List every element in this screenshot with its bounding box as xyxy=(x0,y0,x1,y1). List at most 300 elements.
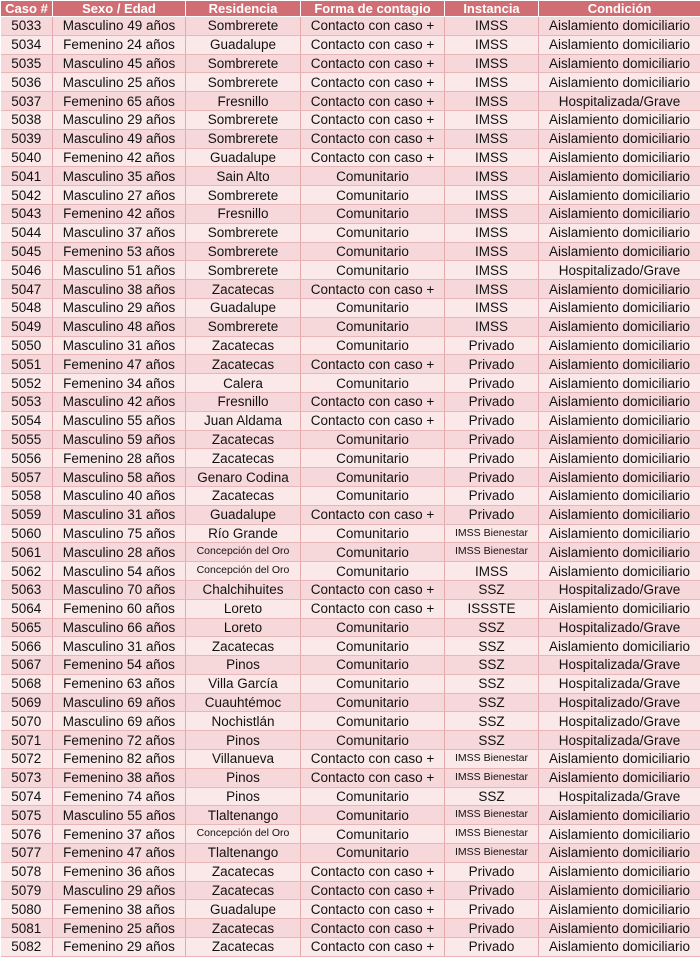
cell-caso: 5053 xyxy=(1,392,53,411)
cell-sexo-edad: Femenino 63 años xyxy=(53,674,186,693)
cell-sexo-edad: Femenino 38 años xyxy=(53,900,186,919)
cell-residencia: Zacatecas xyxy=(186,881,301,900)
cell-condicion: Aislamiento domiciliario xyxy=(539,543,700,562)
cell-sexo-edad: Masculino 29 años xyxy=(53,298,186,317)
cell-sexo-edad: Masculino 49 años xyxy=(53,17,186,36)
table-row xyxy=(1,430,700,449)
table-row xyxy=(1,524,700,543)
cell-residencia: Zacatecas xyxy=(186,486,301,505)
cell-residencia: Sombrerete xyxy=(186,317,301,336)
cell-forma-contagio: Contacto con caso + xyxy=(301,750,445,769)
cell-instancia: Privado xyxy=(445,938,539,957)
cell-forma-contagio: Comunitario xyxy=(301,844,445,863)
cell-condicion: Hospitalizada/Grave xyxy=(539,787,700,806)
cell-instancia: IMSS Bienestar xyxy=(445,844,539,863)
cell-forma-contagio: Contacto con caso + xyxy=(301,148,445,167)
cell-residencia: Zacatecas xyxy=(186,449,301,468)
cell-residencia: Cuauhtémoc xyxy=(186,693,301,712)
cell-sexo-edad: Femenino 47 años xyxy=(53,355,186,374)
cell-forma-contagio: Contacto con caso + xyxy=(301,392,445,411)
table-row xyxy=(1,411,700,430)
table-row xyxy=(1,261,700,280)
cell-condicion: Aislamiento domiciliario xyxy=(539,862,700,881)
cell-instancia: IMSS Bienestar xyxy=(445,543,539,562)
cell-forma-contagio: Comunitario xyxy=(301,242,445,261)
table-row xyxy=(1,787,700,806)
cell-sexo-edad: Femenino 47 años xyxy=(53,844,186,863)
cell-residencia: Juan Aldama xyxy=(186,411,301,430)
cell-residencia: Zacatecas xyxy=(186,280,301,299)
cell-condicion: Hospitalizado/Grave xyxy=(539,261,700,280)
cell-forma-contagio: Comunitario xyxy=(301,204,445,223)
cell-caso: 5071 xyxy=(1,731,53,750)
cell-residencia: Pinos xyxy=(186,731,301,750)
cell-instancia: IMSS xyxy=(445,148,539,167)
cell-forma-contagio: Comunitario xyxy=(301,712,445,731)
cell-condicion: Hospitalizado/Grave xyxy=(539,580,700,599)
cell-caso: 5074 xyxy=(1,787,53,806)
cell-caso: 5038 xyxy=(1,110,53,129)
cell-instancia: IMSS Bienestar xyxy=(445,825,539,844)
cell-instancia: SSZ xyxy=(445,731,539,750)
cell-sexo-edad: Femenino 74 años xyxy=(53,787,186,806)
table-row xyxy=(1,148,700,167)
cell-forma-contagio: Comunitario xyxy=(301,543,445,562)
cell-instancia: IMSS xyxy=(445,129,539,148)
cell-caso: 5044 xyxy=(1,223,53,242)
cell-instancia: Privado xyxy=(445,355,539,374)
cell-sexo-edad: Femenino 37 años xyxy=(53,825,186,844)
cell-sexo-edad: Masculino 28 años xyxy=(53,543,186,562)
cell-sexo-edad: Femenino 65 años xyxy=(53,92,186,111)
cell-sexo-edad: Masculino 55 años xyxy=(53,411,186,430)
cell-forma-contagio: Comunitario xyxy=(301,186,445,205)
cell-sexo-edad: Masculino 70 años xyxy=(53,580,186,599)
cell-sexo-edad: Masculino 31 años xyxy=(53,637,186,656)
cell-instancia: SSZ xyxy=(445,674,539,693)
cell-instancia: SSZ xyxy=(445,693,539,712)
cell-condicion: Aislamiento domiciliario xyxy=(539,524,700,543)
table-row xyxy=(1,656,700,675)
table-row xyxy=(1,750,700,769)
cell-residencia: Zacatecas xyxy=(186,637,301,656)
cell-condicion: Aislamiento domiciliario xyxy=(539,374,700,393)
cell-condicion: Aislamiento domiciliario xyxy=(539,148,700,167)
cell-condicion: Aislamiento domiciliario xyxy=(539,336,700,355)
cell-instancia: SSZ xyxy=(445,787,539,806)
table-row xyxy=(1,449,700,468)
cell-condicion: Aislamiento domiciliario xyxy=(539,486,700,505)
cell-forma-contagio: Contacto con caso + xyxy=(301,580,445,599)
cell-caso: 5058 xyxy=(1,486,53,505)
table-row xyxy=(1,336,700,355)
cell-residencia: Guadalupe xyxy=(186,505,301,524)
table-row xyxy=(1,919,700,938)
table-row xyxy=(1,73,700,92)
cell-residencia: Villanueva xyxy=(186,750,301,769)
cell-sexo-edad: Masculino 31 años xyxy=(53,505,186,524)
cell-forma-contagio: Comunitario xyxy=(301,674,445,693)
cell-residencia: Tlaltenango xyxy=(186,844,301,863)
cell-forma-contagio: Comunitario xyxy=(301,223,445,242)
cell-caso: 5077 xyxy=(1,844,53,863)
cell-sexo-edad: Masculino 45 años xyxy=(53,54,186,73)
cell-condicion: Aislamiento domiciliario xyxy=(539,768,700,787)
cell-forma-contagio: Comunitario xyxy=(301,468,445,487)
header-row xyxy=(1,1,700,17)
cell-residencia: Fresnillo xyxy=(186,392,301,411)
cell-condicion: Aislamiento domiciliario xyxy=(539,317,700,336)
cell-condicion: Hospitalizada/Grave xyxy=(539,92,700,111)
cell-condicion: Hospitalizada/Grave xyxy=(539,656,700,675)
cell-sexo-edad: Masculino 31 años xyxy=(53,336,186,355)
cell-condicion: Aislamiento domiciliario xyxy=(539,468,700,487)
cell-forma-contagio: Comunitario xyxy=(301,298,445,317)
cell-condicion: Aislamiento domiciliario xyxy=(539,223,700,242)
table-row xyxy=(1,468,700,487)
cell-instancia: IMSS Bienestar xyxy=(445,750,539,769)
cell-residencia: Nochistlán xyxy=(186,712,301,731)
cell-instancia: IMSS xyxy=(445,110,539,129)
table-row xyxy=(1,129,700,148)
cell-condicion: Aislamiento domiciliario xyxy=(539,844,700,863)
header-sexo-edad: Sexo / Edad xyxy=(53,1,186,17)
cell-instancia: IMSS xyxy=(445,17,539,36)
table-row xyxy=(1,862,700,881)
cell-instancia: Privado xyxy=(445,862,539,881)
cell-forma-contagio: Comunitario xyxy=(301,261,445,280)
header-forma-contagio: Forma de contagio xyxy=(301,1,445,17)
cell-forma-contagio: Contacto con caso + xyxy=(301,129,445,148)
cell-forma-contagio: Contacto con caso + xyxy=(301,768,445,787)
table-row xyxy=(1,562,700,581)
cell-forma-contagio: Contacto con caso + xyxy=(301,599,445,618)
cell-condicion: Aislamiento domiciliario xyxy=(539,54,700,73)
table-row xyxy=(1,693,700,712)
cell-residencia: Concepción del Oro xyxy=(186,543,301,562)
cell-residencia: Loreto xyxy=(186,599,301,618)
cell-instancia: SSZ xyxy=(445,618,539,637)
cell-instancia: IMSS xyxy=(445,167,539,186)
table-row xyxy=(1,167,700,186)
cell-sexo-edad: Femenino 42 años xyxy=(53,204,186,223)
cell-residencia: Concepción del Oro xyxy=(186,825,301,844)
table-row xyxy=(1,355,700,374)
cell-forma-contagio: Contacto con caso + xyxy=(301,280,445,299)
cell-sexo-edad: Femenino 28 años xyxy=(53,449,186,468)
cell-forma-contagio: Contacto con caso + xyxy=(301,900,445,919)
table-row xyxy=(1,186,700,205)
cell-sexo-edad: Masculino 51 años xyxy=(53,261,186,280)
cell-caso: 5080 xyxy=(1,900,53,919)
cell-residencia: Guadalupe xyxy=(186,35,301,54)
cell-sexo-edad: Masculino 35 años xyxy=(53,167,186,186)
cell-instancia: IMSS xyxy=(445,54,539,73)
cell-forma-contagio: Contacto con caso + xyxy=(301,35,445,54)
cell-forma-contagio: Contacto con caso + xyxy=(301,505,445,524)
cell-forma-contagio: Contacto con caso + xyxy=(301,862,445,881)
cell-caso: 5064 xyxy=(1,599,53,618)
cell-residencia: Genaro Codina xyxy=(186,468,301,487)
cell-instancia: Privado xyxy=(445,486,539,505)
cell-residencia: Sombrerete xyxy=(186,129,301,148)
cell-caso: 5065 xyxy=(1,618,53,637)
cell-condicion: Aislamiento domiciliario xyxy=(539,938,700,957)
cell-condicion: Aislamiento domiciliario xyxy=(539,298,700,317)
cell-instancia: IMSS Bienestar xyxy=(445,524,539,543)
cell-residencia: Zacatecas xyxy=(186,862,301,881)
cell-forma-contagio: Comunitario xyxy=(301,562,445,581)
cell-forma-contagio: Comunitario xyxy=(301,449,445,468)
cell-caso: 5066 xyxy=(1,637,53,656)
cell-instancia: IMSS xyxy=(445,92,539,111)
header-condicion: Condición xyxy=(539,1,700,17)
cell-residencia: Loreto xyxy=(186,618,301,637)
cell-condicion: Aislamiento domiciliario xyxy=(539,599,700,618)
table-row xyxy=(1,599,700,618)
header-caso: Caso # xyxy=(1,1,53,17)
cell-caso: 5050 xyxy=(1,336,53,355)
cell-residencia: Chalchihuites xyxy=(186,580,301,599)
cell-caso: 5063 xyxy=(1,580,53,599)
cell-condicion: Aislamiento domiciliario xyxy=(539,167,700,186)
cell-caso: 5046 xyxy=(1,261,53,280)
cell-caso: 5057 xyxy=(1,468,53,487)
cell-caso: 5076 xyxy=(1,825,53,844)
cell-instancia: Privado xyxy=(445,900,539,919)
cell-residencia: Zacatecas xyxy=(186,919,301,938)
cell-residencia: Zacatecas xyxy=(186,938,301,957)
cell-sexo-edad: Femenino 42 años xyxy=(53,148,186,167)
cell-condicion: Aislamiento domiciliario xyxy=(539,242,700,261)
cell-caso: 5041 xyxy=(1,167,53,186)
cell-caso: 5036 xyxy=(1,73,53,92)
cell-instancia: Privado xyxy=(445,374,539,393)
cell-instancia: Privado xyxy=(445,505,539,524)
cell-instancia: Privado xyxy=(445,430,539,449)
cell-residencia: Río Grande xyxy=(186,524,301,543)
cell-instancia: IMSS xyxy=(445,242,539,261)
cell-instancia: Privado xyxy=(445,881,539,900)
cell-instancia: IMSS xyxy=(445,280,539,299)
table-row xyxy=(1,543,700,562)
table-row xyxy=(1,505,700,524)
cell-caso: 5062 xyxy=(1,562,53,581)
cell-forma-contagio: Comunitario xyxy=(301,167,445,186)
cell-condicion: Aislamiento domiciliario xyxy=(539,825,700,844)
table-row xyxy=(1,806,700,825)
cell-condicion: Aislamiento domiciliario xyxy=(539,392,700,411)
cell-forma-contagio: Contacto con caso + xyxy=(301,411,445,430)
cell-instancia: Privado xyxy=(445,336,539,355)
cell-condicion: Hospitalizado/Grave xyxy=(539,693,700,712)
table-row xyxy=(1,204,700,223)
cell-caso: 5054 xyxy=(1,411,53,430)
cell-condicion: Aislamiento domiciliario xyxy=(539,73,700,92)
cell-condicion: Aislamiento domiciliario xyxy=(539,17,700,36)
cell-sexo-edad: Femenino 60 años xyxy=(53,599,186,618)
cell-forma-contagio: Contacto con caso + xyxy=(301,17,445,36)
table-body xyxy=(1,17,700,957)
cell-forma-contagio: Comunitario xyxy=(301,656,445,675)
cell-instancia: IMSS xyxy=(445,73,539,92)
cell-residencia: Fresnillo xyxy=(186,92,301,111)
cell-sexo-edad: Masculino 58 años xyxy=(53,468,186,487)
cell-forma-contagio: Comunitario xyxy=(301,486,445,505)
cell-caso: 5034 xyxy=(1,35,53,54)
cell-forma-contagio: Contacto con caso + xyxy=(301,938,445,957)
cell-sexo-edad: Masculino 59 años xyxy=(53,430,186,449)
cell-residencia: Villa García xyxy=(186,674,301,693)
cell-forma-contagio: Contacto con caso + xyxy=(301,92,445,111)
cell-instancia: SSZ xyxy=(445,656,539,675)
cell-forma-contagio: Contacto con caso + xyxy=(301,919,445,938)
cell-forma-contagio: Comunitario xyxy=(301,637,445,656)
cell-sexo-edad: Masculino 69 años xyxy=(53,712,186,731)
cell-sexo-edad: Femenino 72 años xyxy=(53,731,186,750)
cell-instancia: SSZ xyxy=(445,637,539,656)
cell-caso: 5072 xyxy=(1,750,53,769)
cell-condicion: Aislamiento domiciliario xyxy=(539,881,700,900)
cell-sexo-edad: Femenino 24 años xyxy=(53,35,186,54)
cell-forma-contagio: Comunitario xyxy=(301,731,445,750)
cell-residencia: Guadalupe xyxy=(186,900,301,919)
cell-instancia: IMSS Bienestar xyxy=(445,768,539,787)
cell-instancia: Privado xyxy=(445,392,539,411)
cell-residencia: Pinos xyxy=(186,768,301,787)
cell-sexo-edad: Masculino 75 años xyxy=(53,524,186,543)
cell-residencia: Sain Alto xyxy=(186,167,301,186)
cell-condicion: Aislamiento domiciliario xyxy=(539,355,700,374)
cell-residencia: Concepción del Oro xyxy=(186,562,301,581)
table-row xyxy=(1,298,700,317)
cell-caso: 5052 xyxy=(1,374,53,393)
cell-instancia: IMSS xyxy=(445,298,539,317)
cell-caso: 5061 xyxy=(1,543,53,562)
cell-caso: 5045 xyxy=(1,242,53,261)
cell-caso: 5040 xyxy=(1,148,53,167)
table-row xyxy=(1,17,700,36)
cell-condicion: Hospitalizado/Grave xyxy=(539,618,700,637)
cell-condicion: Aislamiento domiciliario xyxy=(539,129,700,148)
cell-caso: 5051 xyxy=(1,355,53,374)
cell-residencia: Sombrerete xyxy=(186,17,301,36)
cell-residencia: Pinos xyxy=(186,656,301,675)
table-row xyxy=(1,317,700,336)
cell-sexo-edad: Femenino 29 años xyxy=(53,938,186,957)
cell-caso: 5078 xyxy=(1,862,53,881)
cell-condicion: Hospitalizado/Grave xyxy=(539,712,700,731)
cell-caso: 5039 xyxy=(1,129,53,148)
cell-caso: 5069 xyxy=(1,693,53,712)
cell-forma-contagio: Comunitario xyxy=(301,430,445,449)
table-row xyxy=(1,618,700,637)
cell-sexo-edad: Masculino 48 años xyxy=(53,317,186,336)
table-row xyxy=(1,674,700,693)
cell-forma-contagio: Contacto con caso + xyxy=(301,881,445,900)
table-row xyxy=(1,825,700,844)
table-row xyxy=(1,392,700,411)
cell-instancia: IMSS xyxy=(445,186,539,205)
cell-forma-contagio: Contacto con caso + xyxy=(301,73,445,92)
cell-sexo-edad: Masculino 66 años xyxy=(53,618,186,637)
cell-caso: 5033 xyxy=(1,17,53,36)
cell-instancia: IMSS Bienestar xyxy=(445,806,539,825)
cell-caso: 5055 xyxy=(1,430,53,449)
cell-caso: 5082 xyxy=(1,938,53,957)
cell-sexo-edad: Masculino 27 años xyxy=(53,186,186,205)
cell-residencia: Sombrerete xyxy=(186,223,301,242)
cell-residencia: Guadalupe xyxy=(186,148,301,167)
cell-caso: 5075 xyxy=(1,806,53,825)
cell-sexo-edad: Femenino 25 años xyxy=(53,919,186,938)
cell-caso: 5043 xyxy=(1,204,53,223)
cell-residencia: Zacatecas xyxy=(186,355,301,374)
cell-residencia: Sombrerete xyxy=(186,73,301,92)
table-header xyxy=(1,1,700,17)
table-row xyxy=(1,54,700,73)
cell-sexo-edad: Femenino 34 años xyxy=(53,374,186,393)
cell-sexo-edad: Masculino 54 años xyxy=(53,562,186,581)
cell-condicion: Aislamiento domiciliario xyxy=(539,430,700,449)
cell-condicion: Aislamiento domiciliario xyxy=(539,35,700,54)
cell-sexo-edad: Masculino 38 años xyxy=(53,280,186,299)
cell-sexo-edad: Masculino 25 años xyxy=(53,73,186,92)
cell-instancia: ISSSTE xyxy=(445,599,539,618)
cell-sexo-edad: Masculino 37 años xyxy=(53,223,186,242)
cell-condicion: Aislamiento domiciliario xyxy=(539,919,700,938)
cell-condicion: Aislamiento domiciliario xyxy=(539,280,700,299)
cell-caso: 5079 xyxy=(1,881,53,900)
cell-caso: 5056 xyxy=(1,449,53,468)
cell-residencia: Guadalupe xyxy=(186,298,301,317)
cell-residencia: Pinos xyxy=(186,787,301,806)
cell-caso: 5047 xyxy=(1,280,53,299)
table-row xyxy=(1,223,700,242)
cell-caso: 5048 xyxy=(1,298,53,317)
cell-sexo-edad: Masculino 42 años xyxy=(53,392,186,411)
cell-instancia: Privado xyxy=(445,411,539,430)
cell-residencia: Fresnillo xyxy=(186,204,301,223)
cell-instancia: IMSS xyxy=(445,223,539,242)
cell-forma-contagio: Contacto con caso + xyxy=(301,54,445,73)
cell-sexo-edad: Femenino 54 años xyxy=(53,656,186,675)
cell-condicion: Aislamiento domiciliario xyxy=(539,411,700,430)
cell-condicion: Aislamiento domiciliario xyxy=(539,449,700,468)
cell-caso: 5042 xyxy=(1,186,53,205)
cell-residencia: Zacatecas xyxy=(186,430,301,449)
cell-instancia: IMSS xyxy=(445,204,539,223)
cell-forma-contagio: Comunitario xyxy=(301,524,445,543)
cell-forma-contagio: Comunitario xyxy=(301,336,445,355)
cell-condicion: Aislamiento domiciliario xyxy=(539,505,700,524)
cell-condicion: Aislamiento domiciliario xyxy=(539,900,700,919)
cell-sexo-edad: Masculino 29 años xyxy=(53,110,186,129)
cell-instancia: SSZ xyxy=(445,712,539,731)
table-row xyxy=(1,110,700,129)
cell-residencia: Sombrerete xyxy=(186,242,301,261)
cell-caso: 5060 xyxy=(1,524,53,543)
cell-sexo-edad: Masculino 49 años xyxy=(53,129,186,148)
table-row xyxy=(1,486,700,505)
cell-caso: 5049 xyxy=(1,317,53,336)
cell-instancia: IMSS xyxy=(445,35,539,54)
cell-caso: 5037 xyxy=(1,92,53,111)
cell-sexo-edad: Masculino 40 años xyxy=(53,486,186,505)
cell-condicion: Aislamiento domiciliario xyxy=(539,562,700,581)
cell-condicion: Hospitalizada/Grave xyxy=(539,731,700,750)
table-row xyxy=(1,580,700,599)
